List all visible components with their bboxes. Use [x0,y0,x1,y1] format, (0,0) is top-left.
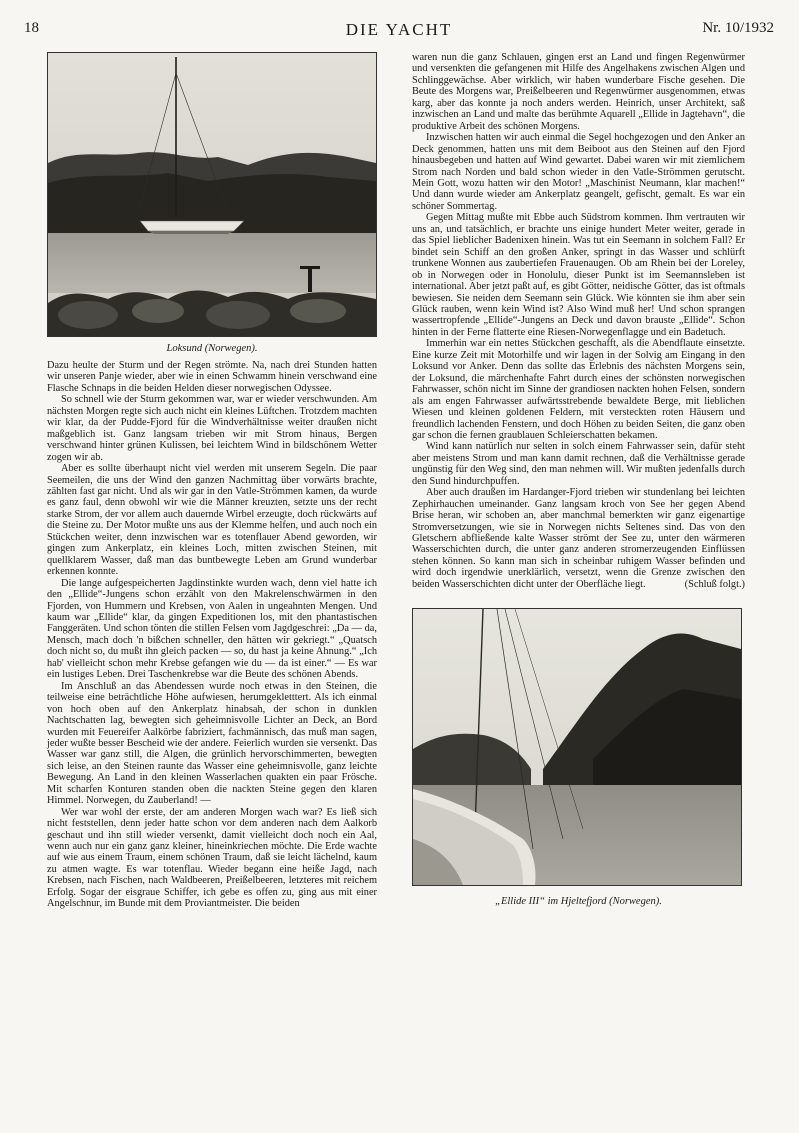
bow-fjord-image [413,609,741,885]
body-paragraph [412,487,745,590]
photo-loksund [47,52,377,337]
page-header [24,20,774,42]
body-paragraph: Aber es sollte überhaupt nicht viel werden mit unserem Segeln. Die paar Seemeilen, die uns der Wind den ganzen Nachmittag über vorwärts brachte, zählten fast gar nicht. Und als wir gar in den Vatle-Strömmen kamen, da wurde es ganz faul, denn obwohl wir wie die Männer kreuzten, setzte uns der recht starke Strom, der vor allem auch dauernde Wirbel erzeugte, doch rückwärts auf die Steine zu. Der Motor mußte uns aus der Klemme helfen, und auch noch ein Stückchen weiter, denn inzwischen war es totenflauer Abend geworden, wir gingen zum Ankerplatz, ein kleines Loch, mitten zwischen Steinen, mit quellklarem Wasser, daß man das buntbewegte Leben am Grund wunderbar erkennen konnte. [47,463,377,578]
right-column [412,52,745,913]
continued-note: (Schluß folgt.) [684,578,745,590]
body-paragraph: Gegen Mittag mußte mit Ebbe auch Südstrom kommen. Ihm vertrauten wir uns an, und tatsächlich, er brachte uns einige hundert Meter weiter, gerade in das Spiel lieblicher Badenixen hinein. Was tut ein Seemann in solchem Fall? Er bindet sein Schiff an den großen Anker, springt in das Wasser und schlürft trunkene Wonnen aus zaubertiefen Frauenaugen. Ob am Rhein bei der Loreley, ob in Norwegen oder in Honolulu, dieser Punkt ist im Seemannsleben ist international. Aber jetzt paßt auf, es gibt Götter, neidische Götter, das ist oftmals bewiesen. Sie neiden dem Seemann sein Glück. Wie könnten sie ihm aber sein Glück rauben, wenn kein Wind ist? Also Wind muß her! Und schon sprangen wassertropfende „Ellide“-Jungens an Deck und davon brauste „Ellide“. Schon hinten in der Ferne flatterte eine Riesen-Norwegenflagge und ein Badetuch. [412,212,745,338]
body-paragraph: Inzwischen hatten wir auch einmal die Segel hochgezogen und den Anker an Deck genommen, hatten uns mit dem Beiboot aus den Steinen auf den Fjord hinausbegeben und hatten auf Wind gewartet. Dabei waren wir mit ziemlichem Strom nach Norden und bald schon wieder in den Vatle-Strömmen gerutscht. Mein Gott, wozu hatten wir den Motor! „Maschinist Neumann, klar machen!“ Und dann wurde wieder am Ankerplatz geangelt, gefischt, gemalt. Es war ein schöner Sommertag. [412,132,745,212]
sailboat-harbor-image [48,53,376,336]
page-number: 18 [24,20,39,36]
photo-ellide-fjord [412,608,742,886]
body-paragraph: Wind kann natürlich nur selten in solch einem Fahrwasser sein, dafür steht aber meistens Strom und man kann damit rechnen, daß die Verhältnisse gerade ungünstig für den Weg sind, den man nehmen will. Wir mußten jedenfalls durch den Sund hindurchpuffen. [412,441,745,487]
body-paragraph: Immerhin war ein nettes Stückchen geschafft, als die Abendflaute einsetzte. Eine kurze Zeit mit Motorhilfe und wir lagen in der Solvig am Eingang in den Loksund vor Anker. Denn das sollte das Erlebnis des nächsten Morgens sein, der Loksund, die märchenhafte Fahrt durch eines der schönsten norwegischen Fahrwasser, schön nicht im Sinne der grandiosen nackten hohen Felsen, sondern als am engen Fahrwasser aufwärtsstrebende bewaldete Berge, mit lieblichen Wiesen und kleinen goldenen Feldern, mit versteckten roten Häusern und freundlich lachenden Fenstern, und doch Höhen zu beiden Seiten, die ganz oben gar schon die fernen graublauen Schleierschatten bekamen. [412,338,745,441]
left-column [47,52,377,910]
body-paragraph: Im Anschluß an das Abendessen wurde noch etwas in den Steinen, die teilweise eine beträchtliche Höhe aufwiesen, herumgekletttert. Als ich einmal von hoch oben auf den Ankerplatz hinabsah, der schon in dunklen Nachtschatten lag, bewegten sich geheimnisvolle Lichter an Deck, an Bord wurden mit Feuereifer Aalkörbe fabriziert, fachmännisch, das muß man sagen, jeder wußte besser Bescheid wie der andere. Feierlich wurden sie versenkt. Das Wasser war ganz still, die Algen, die grünlich hervorschimmerten, bewegten sich leise, an den Steinen raunte das Wasser eine geheimnisvolle, ganz leichte Bewegung. An Land in den kleinen Wasserlachen quakten ein paar Frösche. Mit scharfen Konturen standen oben die nackten Steine gegen den klaren Himmel. Norwegen, du Zauberland! — [47,680,377,807]
running-title: DIE YACHT [345,20,453,39]
issue-number: Nr. 10/1932 [702,20,774,36]
figure-caption-right: „Ellide III“ im Hjeltefjord (Norwegen). [495,896,662,908]
body-paragraph: So schnell wie der Sturm gekommen war, war er wieder verschwunden. Am nächsten Morgen regte sich auch nicht ein kleines Lüftchen. Trotzdem machten wir klar, da der Pudde-Fjord für die Windverhältnisse weiter draußen nicht maßgeblich ist. Ganz langsam trieben wir mit Strom hinaus, Bergen verschwand hinter grünen Kulissen, bei leichtem Wind in bildschönem Wetter zogen wir ab. [47,394,377,463]
body-paragraph: Die lange aufgespeicherten Jagdinstinkte wurden wach, denn viel hatte ich den „Ellide“-Jungens schon erzählt von den Makrelenschwärmen in den Fjorden, von Hummern und Krebsen, von Aalen in ungeahnten Mengen. Und kaum war „Ellide“ klar, da gingen Expeditionen los, mit den phantastischen Fanggeräten. Und schon tönten die stillen Felsen vom Jagdgeschrei: „Da — da, Mensch, mach doch 'n bißchen schneller, den hätten wir gekriegt.“ „Quatsch doch nicht so, du mußt ihn gleich packen — so, du hast ja keine Ahnung.“ „Ich hab' vielleicht schon mehr Krebse gefangen wie du — da ist einer.“ — Es war ein lustiges Leben. Drei Taschenkrebse war die Beute des schönen Abends. [47,577,377,681]
paragraph-text: Aber auch draußen im Hardanger-Fjord trieben wir stundenlang bei leichten Zephirhauchen umeinander. Ganz langsam kroch von See her gegen Abend Brise heran, wir schoben an, aber manchmal bemerkten wir ganz eigenartige Stromversetzungen, wie sie in Norwegen nichts Seltenes sind. Das von den Gletschern abfließende kalte Wasser strömt der See zu, unter den wärmeren Wasserschichten durch, die unter ganz anderen stromerzeugenden Einflüssen stehen können. So kann man sich in scheinbar ruhigem Wasser befinden und wird doch irgendwie unerklärlich, versetzt, wenn die Grenze zwischen den beiden Wasserschichten dicht unter der Oberfläche liegt. [412,487,745,590]
body-paragraph: waren nun die ganz Schlauen, gingen erst an Land und fingen Regenwürmer und versenkten die gefangenen mit Hilfe des Angelhakens zwischen Algen und Schlinggewächse. Aber wirklich, wir haben wunderbare Fische gesehen. Die Beute des Morgens war, Preißelbeeren und Regenwürmer ausgenommen, etwas karg, aber das konnte ja noch anders werden. Heinrich, unser Architekt, saß inzwischen an Land und malte das berühmte Aquarell „Ellide in Jagtehavn“, die produktive Arbeit des schönen Morgens. [412,52,745,132]
body-paragraph: Wer war wohl der erste, der am anderen Morgen wach war? Es ließ sich nicht feststellen, denn jeder hatte schon vor dem anderen nach dem Aalkorb geschaut und ihn still wieder versenkt, damit vielleicht doch noch ein Aal, wenn auch nur ein ganz ganz kleiner, hineinkriechen möchte. Die Erde wachte auf wie aus einem Traum, einem schönen Traum, daß sie leicht lächelnd, kaum zu atmen wagte. Es war totenflau. Wieder begann eine heiße Jagd, nach Krebsen, nach Fischen, nach Waldbeeren, Preißelbeeren, letzteres mit reichem Erfolg. Sogar der eisgraue Schiffer, ich gebe es offen zu, ging aus mit einer Angelschnur, im Bunde mit dem Proviantmeister. Die beiden [47,806,377,910]
body-paragraph: Dazu heulte der Sturm und der Regen strömte. Na, nach drei Stunden hatten wir unseren Panje wieder, aber wie in einen Schwamm hinein verschwand eine Flasche Schnaps in die beiden Helden dieser norwegischen Odyssee. [47,360,377,394]
figure-caption-left: Loksund (Norwegen). [166,343,258,354]
